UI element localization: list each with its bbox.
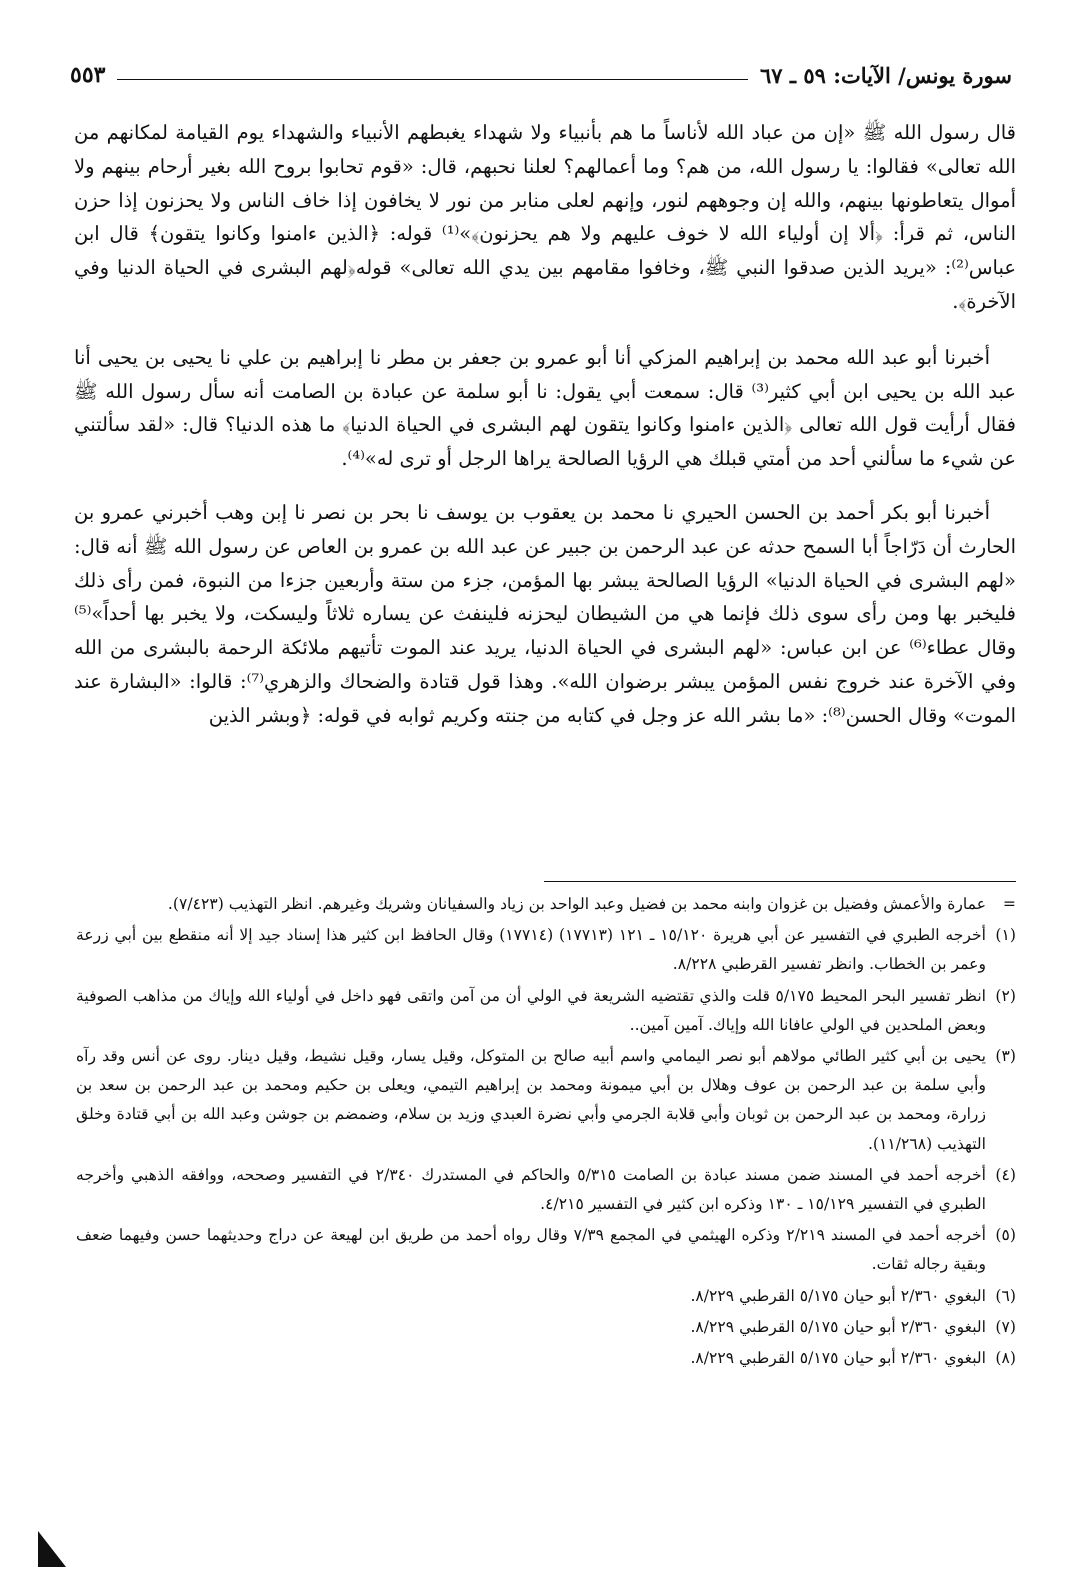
page-corner-triangle-icon bbox=[38, 1531, 66, 1567]
footnote bbox=[76, 1344, 1016, 1373]
footnote-text: أخرجه أحمد في المسند ٢/٢١٩ وذكره الهيثمي في المجمع ٧/٣٩ وقال رواه أحمد من طريق ابن لهيعة عن دراج وحديثهما حسن وفيهما ضعف وبقية رجاله ثقات. bbox=[76, 1226, 986, 1274]
body-paragraph: قال رسول الله ﷺ «إن من عباد الله لأناساً ما هم بأنبياء ولا شهداء يغبطهم الأنبياء والشهداء يوم القيامة لمكانهم من الله تعالى» فقالوا: يا رسول الله، من هم؟ وما أعمالهم؟ لعلنا نحبهم، قال: «قوم تحابوا بروح الله بغير أرحام بينهم ولا أموال يتعاطونها بينهم، والله إن وجوههم لنور، وإنهم لعلى منابر من نور لا يخافون إذا خاف الناس ولا يحزنون إذا حزن الناس، ثم قرأ: ﴿ألا إن أولياء الله لا خوف عليهم ولا هم يحزنون﴾»⁽¹⁾ قوله: ﴿الذين ءامنوا وكانوا يتقون﴾ قال ابن عباس⁽²⁾: «يريد الذين صدقوا النبي ﷺ، وخافوا مقامهم بين يدي الله تعالى» قوله﴿لهم البشرى في الحياة الدنيا وفي الآخرة﴾. bbox=[74, 121, 1016, 313]
footnote-marker: (٣) bbox=[995, 1047, 1016, 1066]
footnote bbox=[76, 1313, 1016, 1342]
footnote-marker: = bbox=[1002, 895, 1016, 913]
footnote bbox=[76, 921, 1016, 979]
running-header bbox=[70, 58, 1012, 92]
footnote-marker: (٧) bbox=[995, 1317, 1016, 1336]
footnote bbox=[76, 1282, 1016, 1311]
footnote bbox=[76, 982, 1016, 1040]
footnote bbox=[76, 1161, 1016, 1219]
footnote-text: البغوي ٢/٣٦٠ أبو حيان ٥/١٧٥ القرطبي ٨/٢٢٩. bbox=[690, 1349, 986, 1368]
footnote-marker: (١) bbox=[995, 926, 1016, 945]
footnote-text: يحيى بن أبي كثير الطائي مولاهم أبو نصر اليمامي واسم أبيه صالح بن المتوكل، وقيل يسار، وقيل نشيط، وقيل دينار. روى عن أنس وقد رآه وأبي سلمة بن عبد الرحمن بن عوف وهلال بن أبي ميمونة ومحمد بن إبراهيم التيمي، ويعلى بن حكيم ومحمد بن عبد الرحمن بن سعد بن زرارة، ومحمد بن عبد الرحمن بن ثوبان وأبي قلابة الجرمي وأبي نضرة العبدي وزيد بن سلام، وضمضم بن جوشن وعبد الله بن أبي قتادة وخلق التهذيب (١١/٢٦٨). bbox=[76, 1047, 986, 1153]
footnote-separator bbox=[544, 881, 1016, 882]
footnote bbox=[76, 1221, 1016, 1279]
footnote-text: أخرجه الطبري في التفسير عن أبي هريرة ١٥/١٢٠ ـ ١٢١ (١٧٧١٣) (١٧٧١٤) وقال الحافظ ابن كثير هذا إسناد جيد إلا أنه منقطع بين أبي زرعة وعمر بن الخطاب. وانظر تفسير القرطبي ٨/٢٢٨. bbox=[76, 926, 987, 974]
footnote-marker: (٥) bbox=[995, 1226, 1016, 1245]
footnote bbox=[76, 1042, 1016, 1159]
footnote-text: أخرجه أحمد في المسند ضمن مسند عبادة بن الصامت ٥/٣١٥ والحاكم في المستدرك ٢/٣٤٠ في التفسير وصححه، ووافقه الذهبي وأخرجه الطبري في التفسير ١٥/١٢٩ ـ ١٣٠ وذكره ابن كثير في التفسير ٤/٢١٥. bbox=[76, 1165, 986, 1214]
footnote-text: انظر تفسير البحر المحيط ٥/١٧٥ قلت والذي تقتضيه الشريعة في الولي أن من آمن واتقى فهو داخل في أولياء الله وإياك من مذاهب الصوفية وبعض الملحدين في الولي عافانا الله وإياك. آمين آمين.. bbox=[76, 986, 986, 1034]
body-paragraph: أخبرنا أبو عبد الله محمد بن إبراهيم المزكي أنا أبو عمرو بن جعفر بن مطر نا إبراهيم بن علي نا يحيى بن يحيى أنا عبد الله بن يحيى ابن أبي كثير⁽³⁾ قال: سمعت أبي يقول: نا أبو سلمة عن عبادة بن الصامت أنه سأل رسول الله ﷺ فقال أرأيت قول الله تعالى ﴿الذين ءامنوا وكانوا يتقون لهم البشرى في الحياة الدنيا﴾ ما هذه الدنيا؟ قال: «لقد سألتني عن شيء ما سألني أحد من أمتي قبلك هي الرؤيا الصالحة يراها الرجل أو ترى له»⁽⁴⁾. bbox=[74, 345, 1016, 471]
header-title: سورة يونس/ الآيات: ٥٩ ـ ٦٧ bbox=[760, 62, 1012, 88]
page-number: ٥٥٣ bbox=[70, 62, 106, 88]
footnote-marker: (٦) bbox=[995, 1286, 1016, 1305]
footnote bbox=[76, 890, 1016, 919]
footnote-marker: (٤) bbox=[995, 1165, 1016, 1184]
footnote-text: عمارة والأعمش وفضيل بن غزوان وابنه محمد بن فضيل وعبد الواحد بن زياد والسفيانان وشريك وغيرهم. انظر التهذيب (٧/٤٢٣). bbox=[167, 895, 986, 913]
body-text bbox=[74, 116, 1016, 753]
footnote-text: البغوي ٢/٣٦٠ أبو حيان ٥/١٧٥ القرطبي ٨/٢٢٩. bbox=[690, 1317, 986, 1336]
footnote-marker: (٨) bbox=[995, 1349, 1016, 1368]
footnotes bbox=[76, 890, 1016, 1375]
footnote-marker: (٢) bbox=[995, 986, 1016, 1005]
body-paragraph: أخبرنا أبو بكر أحمد بن الحسن الحيري نا محمد بن يعقوب بن يوسف نا بحر بن نصر نا إبن وهب أخبرني عمرو بن الحارث أن دَرّاجاً أبا السمح حدثه عن عبد الرحمن بن جبير عن عبد الله بن عمرو بن العاص عن رسول الله ﷺ أنه قال: «لهم البشرى في الحياة الدنيا» الرؤيا الصالحة يبشر بها المؤمن، جزء من ستة وأربعين جزءا من النبوة، فمن رأى ذلك فليخبر بها ومن رأى سوى ذلك فإنما هي من الشيطان ليحزنه فلينفث عن يساره ثلاثاً وليسكت، ولا يخبر بها أحداً»⁽⁵⁾ وقال عطاء⁽⁶⁾ عن ابن عباس: «لهم البشرى في الحياة الدنيا، يريد عند الموت تأتيهم ملائكة الرحمة بالبشرى من الله وفي الآخرة عند خروج نفس المؤمن يبشر برضوان الله». وهذا قول قتادة والضحاك والزهري⁽⁷⁾: قالوا: «البشارة عند الموت» وقال الحسن⁽⁸⁾: «ما بشر الله عز وجل في كتابه من جنته وكريم ثوابه في قوله: ﴿وبشر الذين bbox=[74, 500, 1016, 727]
footnote-text: البغوي ٢/٣٦٠ أبو حيان ٥/١٧٥ القرطبي ٨/٢٢٩. bbox=[690, 1286, 986, 1305]
header-rule bbox=[117, 79, 748, 80]
